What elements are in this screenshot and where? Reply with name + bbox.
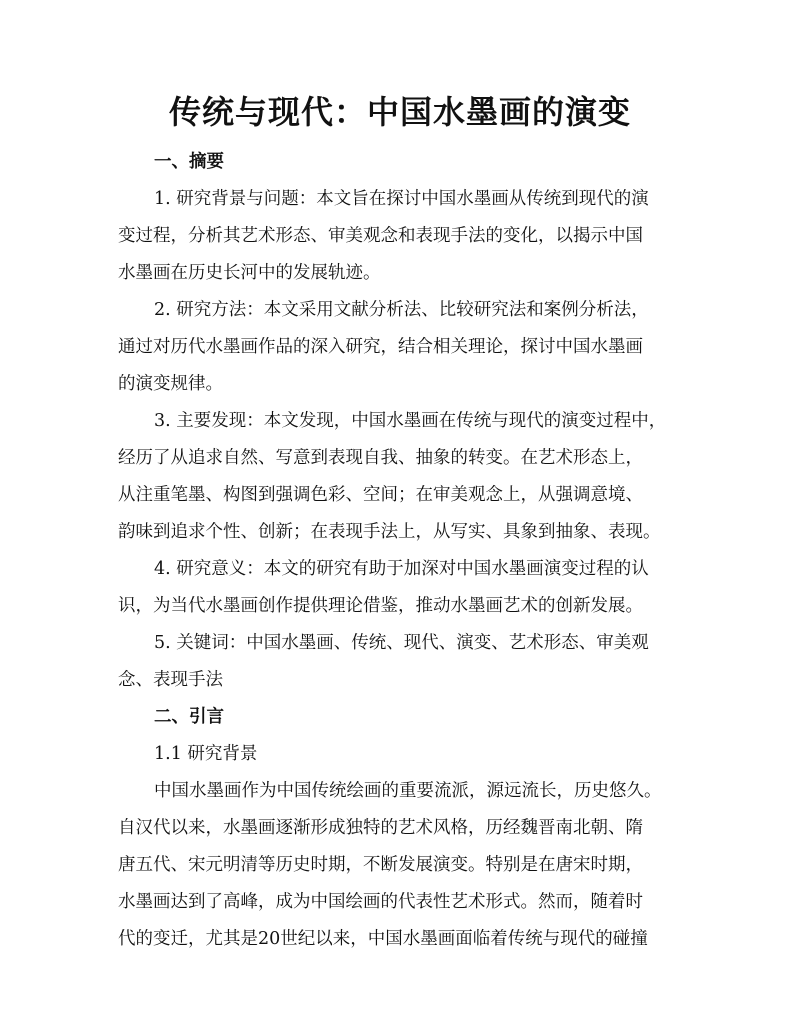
text-line: 3. 主要发现：本文发现，中国水墨画在传统与现代的演变过程中， (154, 411, 667, 431)
text-line: 从注重笔墨、构图到强调色彩、空间；在审美观念上，从强调意境、 (118, 485, 643, 505)
text-line: 自汉代以来，水墨画逐渐形成独特的艺术风格，历经魏晋南北朝、隋 (118, 818, 643, 838)
text-line: 通过对历代水墨画作品的深入研究，结合相关理论，探讨中国水墨画 (118, 337, 643, 357)
text-line: 4. 研究意义：本文的研究有助于加深对中国水墨画演变过程的认 (154, 559, 649, 579)
text-line: 水墨画在历史长河中的发展轨迹。 (118, 263, 381, 283)
paragraph-significance (118, 551, 688, 625)
text-line: 识，为当代水墨画创作提供理论借鉴，推动水墨画艺术的创新发展。 (118, 596, 643, 616)
text-line: 水墨画达到了高峰，成为中国绘画的代表性艺术形式。然而，随着时 (118, 892, 643, 912)
intro-heading: 二、引言 (154, 707, 224, 727)
text-line: 经历了从追求自然、写意到表现自我、抽象的转变。在艺术形态上， (118, 448, 643, 468)
text-line: 5. 关键词：中国水墨画、传统、现代、演变、艺术形态、审美观 (154, 633, 649, 653)
document-title: 传统与现代：中国水墨画的演变 (168, 93, 631, 131)
paragraph-keywords (118, 625, 688, 699)
text-line: 2. 研究方法：本文采用文献分析法、比较研究法和案例分析法， (154, 300, 649, 320)
paragraph-intro-background (118, 773, 688, 958)
paragraph-findings (118, 403, 688, 551)
document-body (118, 144, 688, 958)
text-line: 韵味到追求个性、创新；在表现手法上，从写实、具象到抽象、表现。 (118, 522, 661, 542)
text-line: 念、表现手法 (118, 670, 223, 690)
text-line: 1. 研究背景与问题：本文旨在探讨中国水墨画从传统到现代的演 (154, 189, 649, 209)
text-line: 变过程，分析其艺术形态、审美观念和表现手法的变化，以揭示中国 (118, 226, 643, 246)
text-line: 唐五代、宋元明清等历史时期，不断发展演变。特别是在唐宋时期， (118, 855, 643, 875)
text-line: 的演变规律。 (118, 374, 223, 394)
paragraph-method (118, 292, 688, 403)
subsection-heading: 1.1 研究背景 (154, 744, 258, 764)
paragraph-background (118, 181, 688, 292)
abstract-heading: 一、摘要 (154, 152, 224, 172)
text-line: 代的变迁，尤其是20世纪以来，中国水墨画面临着传统与现代的碰撞 (118, 929, 648, 949)
text-line: 中国水墨画作为中国传统绘画的重要流派，源远流长，历史悠久。 (154, 781, 662, 801)
